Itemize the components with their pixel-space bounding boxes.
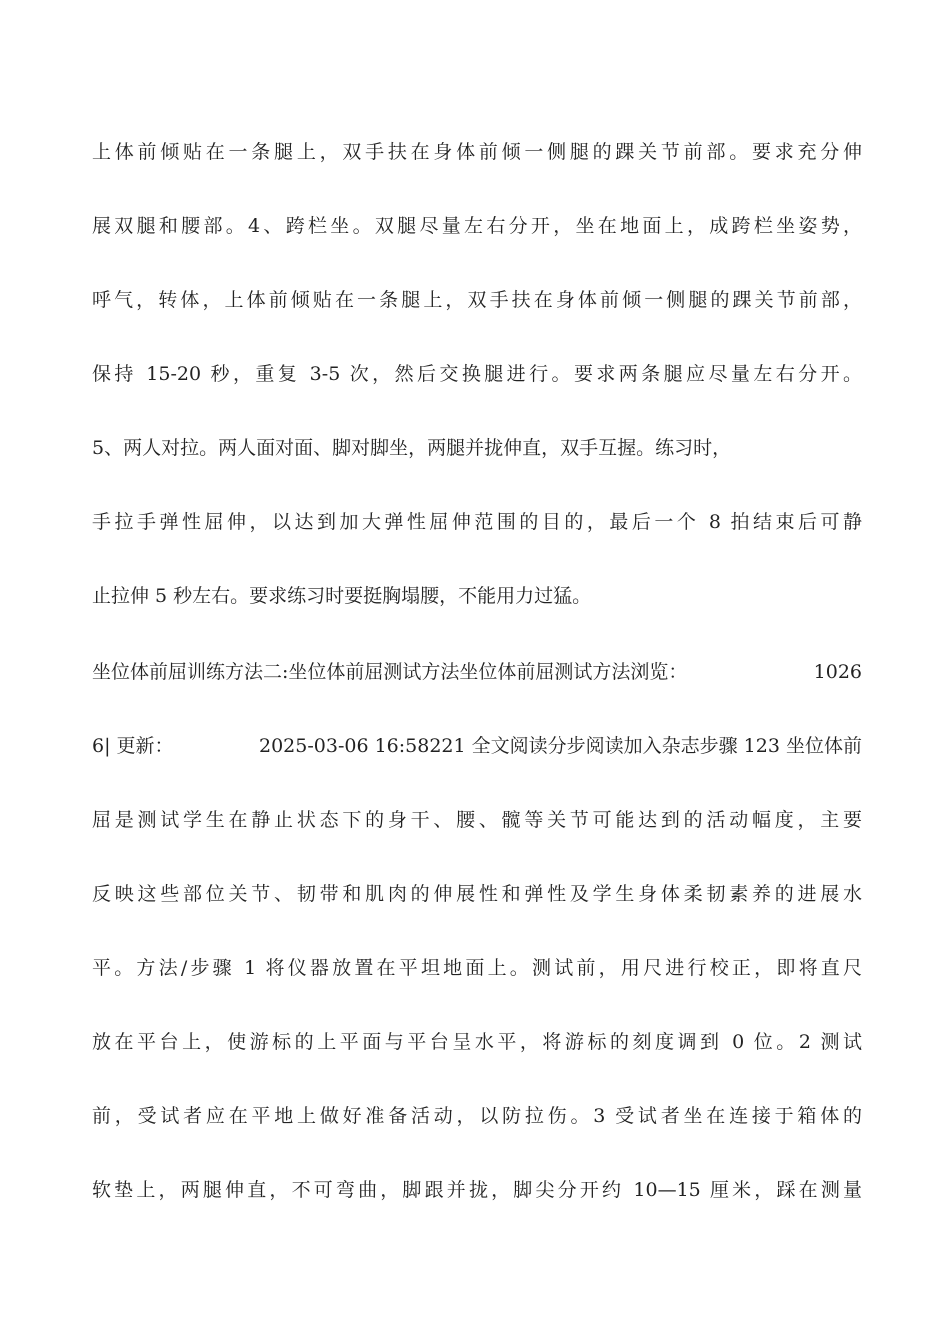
text-line: 反映这些部位关节、韧带和肌肉的伸展性和弹性及学生身体柔韧素养的进展水: [92, 883, 862, 905]
text-line: 前，受试者应在平地上做好准备活动，以防拉伤。3 受试者坐在连接于箱体的: [92, 1105, 862, 1127]
text-line: 手拉手弹性屈伸，以达到加大弹性屈伸范围的目的，最后一个 8 拍结束后可静: [92, 511, 862, 533]
text-line: 平。方法/步骤 1 将仪器放置在平坦地面上。测试前，用尺进行校正，即将直尺: [92, 957, 862, 979]
update-info: 2025-03-06 16:58221 全文阅读分步阅读加入杂志步骤 123 坐位体前: [259, 735, 862, 757]
text-line: 放在平台上，使游标的上平面与平台呈水平，将游标的刻度调到 0 位。2 测试: [92, 1031, 862, 1053]
text-line: 止拉伸 5 秒左右。要求练习时要挺胸塌腰，不能用力过猛。: [92, 585, 592, 607]
text-line: 保持 15-20 秒，重复 3-5 次，然后交换腿进行。要求两条腿应尽量左右分开。: [92, 363, 862, 385]
view-count-part: 1026: [813, 661, 862, 683]
text-line: 屈是测试学生在静止状态下的身干、腰、髋等关节可能达到的活动幅度，主要: [92, 809, 862, 831]
update-label: 6| 更新：: [92, 735, 174, 757]
text-line: 5、两人对拉。两人面对面、脚对脚坐，两腿并拢伸直，双手互握。练习时，: [92, 437, 732, 459]
article-meta-line: [92, 732, 862, 760]
text-line: 上体前倾贴在一条腿上，双手扶在身体前倾一侧腿的踝关节前部。要求充分伸: [92, 141, 862, 163]
text-line: 呼气，转体，上体前倾贴在一条腿上，双手扶在身体前倾一侧腿的踝关节前部，: [92, 289, 862, 311]
text-line: 软垫上，两腿伸直，不可弯曲，脚跟并拢，脚尖分开约 10—15 厘米，踩在测量: [92, 1179, 862, 1201]
article-title-line: [92, 658, 862, 686]
text-line: 展双腿和腰部。4、跨栏坐。双腿尽量左右分开，坐在地面上，成跨栏坐姿势，: [92, 215, 862, 237]
article-title: 坐位体前屈训练方法二:坐位体前屈测试方法坐位体前屈测试方法浏览：: [92, 661, 688, 683]
